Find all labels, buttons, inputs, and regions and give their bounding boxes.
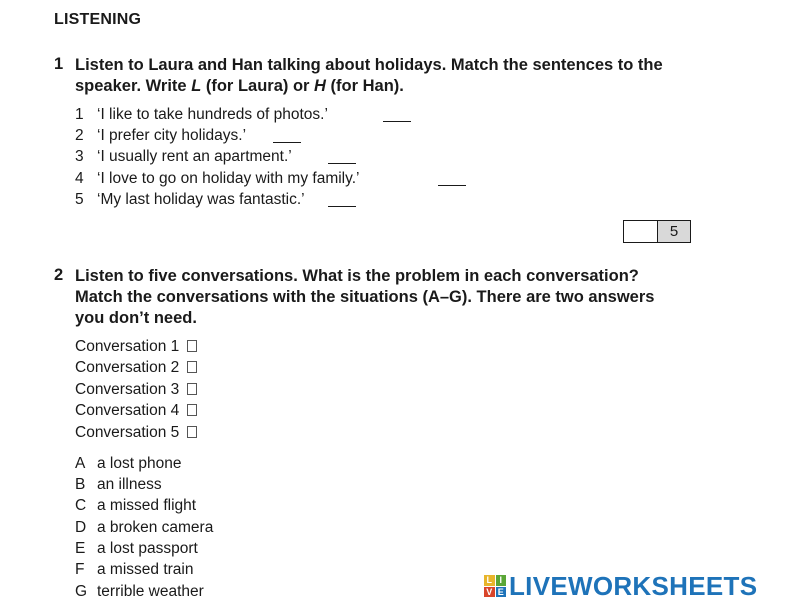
conversation-label: Conversation 2 xyxy=(75,359,180,376)
conversation-label: Conversation 1 xyxy=(75,338,180,355)
q1-item-number: 4 xyxy=(75,170,84,187)
question-1-text-c: (for Han). xyxy=(325,77,404,95)
question-1-text-a: Listen to Laura and Han talking about holidays. Match the sentences to the speaker. Write xyxy=(75,56,663,95)
score-box xyxy=(623,220,691,243)
section-heading: LISTENING xyxy=(54,11,142,28)
question-1-instructions xyxy=(75,55,715,97)
option-text: a missed flight xyxy=(97,497,197,514)
q1-answer-blank-3[interactable] xyxy=(328,163,356,164)
answer-box[interactable] xyxy=(187,426,197,438)
score-total: 5 xyxy=(658,221,690,242)
logo-mark-tile: E xyxy=(496,587,507,598)
q1-item-text: ‘I usually rent an apartment.’ xyxy=(97,148,292,165)
q1-item-4 xyxy=(75,169,359,189)
option-text: terrible weather xyxy=(97,583,204,600)
logo-mark-tile: L xyxy=(484,575,495,586)
q1-answer-blank-4[interactable] xyxy=(438,185,466,186)
option-text: a lost phone xyxy=(97,455,182,472)
option-letter: G xyxy=(75,583,88,600)
conversation-5 xyxy=(75,423,197,443)
q1-answer-blank-2[interactable] xyxy=(273,142,301,143)
question-2-instructions: Listen to five conversations. What is the problem in each conversation? Match the conversations with the situations (A–G). There are two answers you don’t need. xyxy=(75,267,655,327)
logo-mark-icon xyxy=(484,575,506,597)
option-letter: A xyxy=(75,455,86,472)
option-a xyxy=(75,454,181,474)
question-1-number: 1 xyxy=(54,55,64,73)
conversation-3 xyxy=(75,380,197,400)
q1-item-text: ‘I love to go on holiday with my family.’ xyxy=(97,170,360,187)
logo-mark-tile: I xyxy=(496,575,507,586)
conversation-2 xyxy=(75,358,197,378)
q1-item-number: 1 xyxy=(75,106,84,123)
option-d xyxy=(75,518,213,538)
option-f xyxy=(75,560,193,580)
q1-answer-blank-1[interactable] xyxy=(383,121,411,122)
option-letter: E xyxy=(75,540,86,557)
q1-answer-blank-5[interactable] xyxy=(328,206,356,207)
option-b xyxy=(75,475,162,495)
q1-item-number: 5 xyxy=(75,191,84,208)
q1-item-number: 2 xyxy=(75,127,84,144)
option-c xyxy=(75,496,196,516)
conversation-label: Conversation 3 xyxy=(75,381,180,398)
logo-text: LIVEWORKSHEETS xyxy=(509,570,758,601)
option-letter: F xyxy=(75,561,85,578)
laura-letter: L xyxy=(191,77,202,95)
answer-box[interactable] xyxy=(187,340,197,352)
option-g xyxy=(75,582,204,602)
option-letter: D xyxy=(75,519,87,536)
option-letter: C xyxy=(75,497,87,514)
conversation-label: Conversation 4 xyxy=(75,402,180,419)
option-text: a lost passport xyxy=(97,540,198,557)
q1-item-text: ‘My last holiday was fantastic.’ xyxy=(97,191,305,208)
option-text: an illness xyxy=(97,476,162,493)
han-letter: H xyxy=(314,77,326,95)
answer-box[interactable] xyxy=(187,383,197,395)
option-text: a broken camera xyxy=(97,519,214,536)
question-1-text-b: (for Laura) or xyxy=(201,77,315,95)
conversation-1 xyxy=(75,337,197,357)
q1-item-3 xyxy=(75,147,292,167)
option-text: a missed train xyxy=(97,561,194,578)
q1-item-text: ‘I prefer city holidays.’ xyxy=(97,127,247,144)
option-e xyxy=(75,539,198,559)
answer-box[interactable] xyxy=(187,361,197,373)
conversation-label: Conversation 5 xyxy=(75,424,180,441)
q1-item-text: ‘I like to take hundreds of photos.’ xyxy=(97,106,328,123)
liveworksheets-logo xyxy=(484,572,757,600)
answer-box[interactable] xyxy=(187,404,197,416)
q1-item-2 xyxy=(75,126,246,146)
score-input[interactable] xyxy=(624,221,658,242)
option-letter: B xyxy=(75,476,86,493)
logo-mark-tile: V xyxy=(484,587,495,598)
q1-item-1 xyxy=(75,105,328,125)
q1-item-number: 3 xyxy=(75,148,84,165)
conversation-4 xyxy=(75,401,197,421)
q1-item-5 xyxy=(75,190,305,210)
question-2-number: 2 xyxy=(54,266,64,284)
